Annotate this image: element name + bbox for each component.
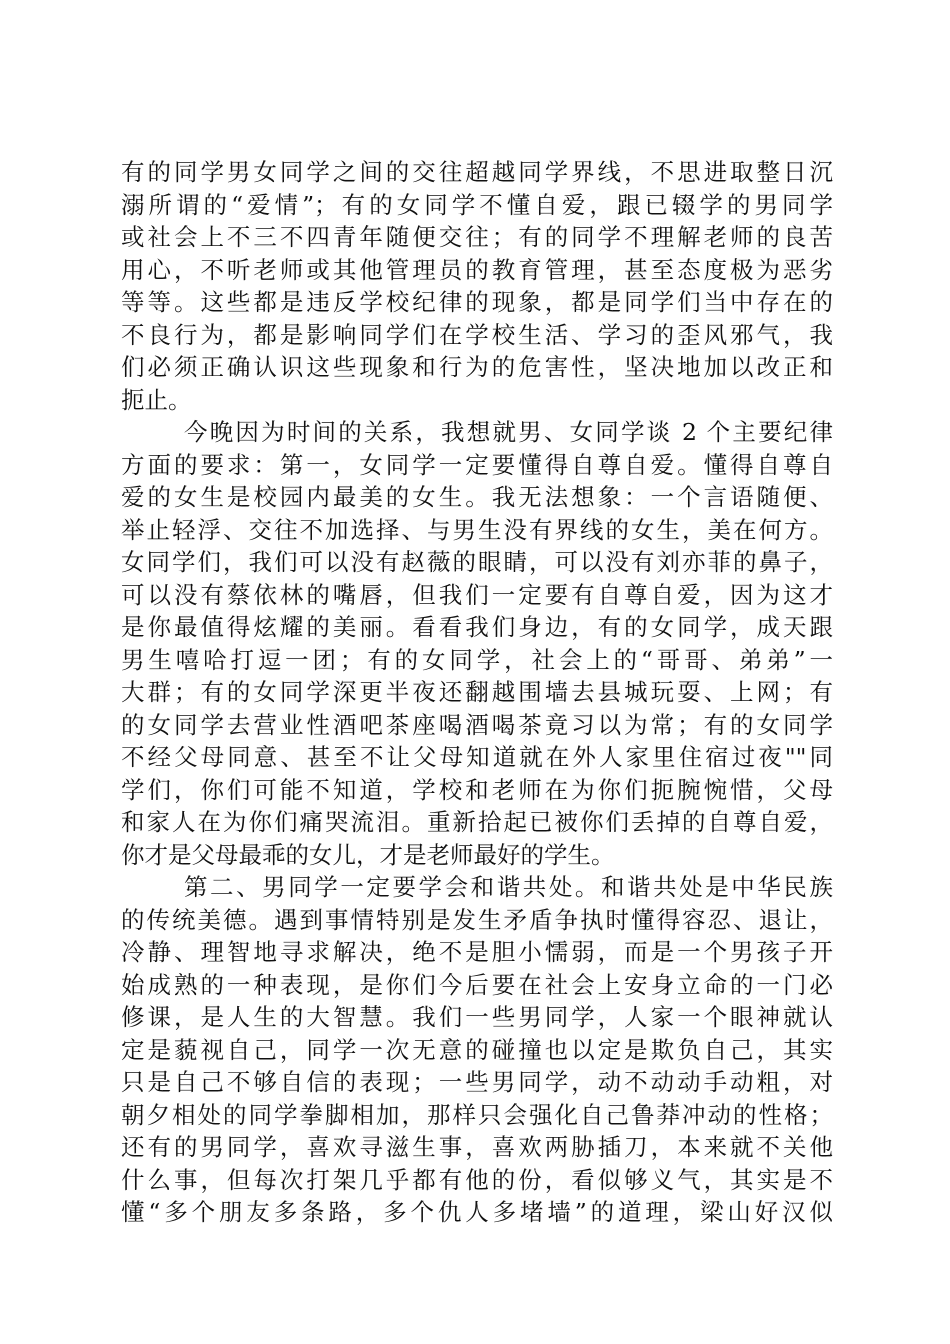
text-line: 学们，你们可能不知道，学校和老师在为你们扼腕惋惜，父母 [121, 775, 833, 804]
text-line: 是你最值得炫耀的美丽。看看我们身边，有的女同学，成天跟 [121, 613, 833, 641]
text-line: 不经父母同意、甚至不让父母知道就在外人家里住宿过夜""同 [121, 743, 833, 771]
document-body [121, 156, 833, 1229]
text-line: 溺所谓的“爱情”；有的女同学不懂自爱，跟已辍学的男同学 [121, 190, 833, 219]
paragraph-3 [121, 871, 833, 1229]
text-line: 不良行为，都是影响同学们在学校生活、学习的歪风邪气，我 [121, 320, 833, 349]
text-line: 用心，不听老师或其他管理员的教育管理，甚至态度极为恶劣 [121, 255, 833, 284]
text-line: 冷静、理智地寻求解决，绝不是胆小懦弱，而是一个男孩子开 [121, 938, 833, 966]
text-line: 的传统美德。遇到事情特别是发生矛盾争执时懂得容忍、退让， [121, 905, 833, 934]
text-line: 朝夕相处的同学拳脚相加，那样只会强化自己鲁莽冲动的性格； [121, 1100, 833, 1129]
text-line: 什么事，但每次打架几乎都有他的份，看似够义气，其实是不 [121, 1165, 833, 1194]
text-line: 举止轻浮、交往不加选择、与男生没有界线的女生，美在何方。 [121, 515, 833, 544]
text-line: 爱的女生是校园内最美的女生。我无法想象：一个言语随便、 [121, 483, 833, 511]
text-line: 扼止。 [121, 385, 192, 414]
text-line: 男生嘻哈打逗一团；有的女同学，社会上的“哥哥、弟弟”一 [121, 645, 833, 674]
text-line: 的女同学去营业性酒吧茶座喝酒喝茶竟习以为常；有的女同学 [121, 710, 833, 739]
text-line: 们必须正确认识这些现象和行为的危害性，坚决地加以改正和 [121, 353, 833, 381]
text-line: 有的同学男女同学之间的交往超越同学界线，不思进取整日沉 [121, 158, 833, 186]
text-line: 等等。这些都是违反学校纪律的现象，都是同学们当中存在的 [121, 288, 833, 316]
paragraph-1 [121, 156, 833, 416]
text-line: 或社会上不三不四青年随便交往；有的同学不理解老师的良苦 [121, 223, 833, 251]
text-line: 定是藐视自己，同学一次无意的碰撞也以定是欺负自己，其实 [121, 1035, 833, 1064]
text-line: 第二、男同学一定要学会和谐共处。和谐共处是中华民族 [184, 873, 833, 901]
text-line: 始成熟的一种表现，是你们今后要在社会上安身立命的一门必 [121, 970, 833, 999]
paragraph-2 [121, 416, 833, 871]
text-line: 今晚因为时间的关系，我想就男、女同学谈 2 个主要纪律 [184, 418, 833, 446]
text-line: 修课，是人生的大智慧。我们一些男同学，人家一个眼神就认 [121, 1003, 833, 1031]
text-line: 你才是父母最乖的女儿，才是老师最好的学生。 [121, 840, 615, 869]
text-line: 和家人在为你们痛哭流泪。重新拾起已被你们丢掉的自尊自爱， [121, 808, 833, 836]
text-line: 可以没有蔡依林的嘴唇，但我们一定要有自尊自爱，因为这才 [121, 580, 833, 609]
text-line: 还有的男同学，喜欢寻滋生事，喜欢两胁插刀，本来就不关他 [121, 1133, 833, 1161]
text-line: 方面的要求：第一，女同学一定要懂得自尊自爱。懂得自尊自 [121, 450, 833, 479]
text-line: 女同学们，我们可以没有赵薇的眼睛，可以没有刘亦菲的鼻子， [121, 548, 833, 576]
text-line: 懂“多个朋友多条路，多个仇人多堵墙”的道理，梁山好汉似 [121, 1198, 833, 1226]
text-line: 大群；有的女同学深更半夜还翻越围墙去县城玩耍、上网；有 [121, 678, 833, 706]
text-line: 只是自己不够自信的表现；一些男同学，动不动动手动粗，对 [121, 1068, 833, 1096]
